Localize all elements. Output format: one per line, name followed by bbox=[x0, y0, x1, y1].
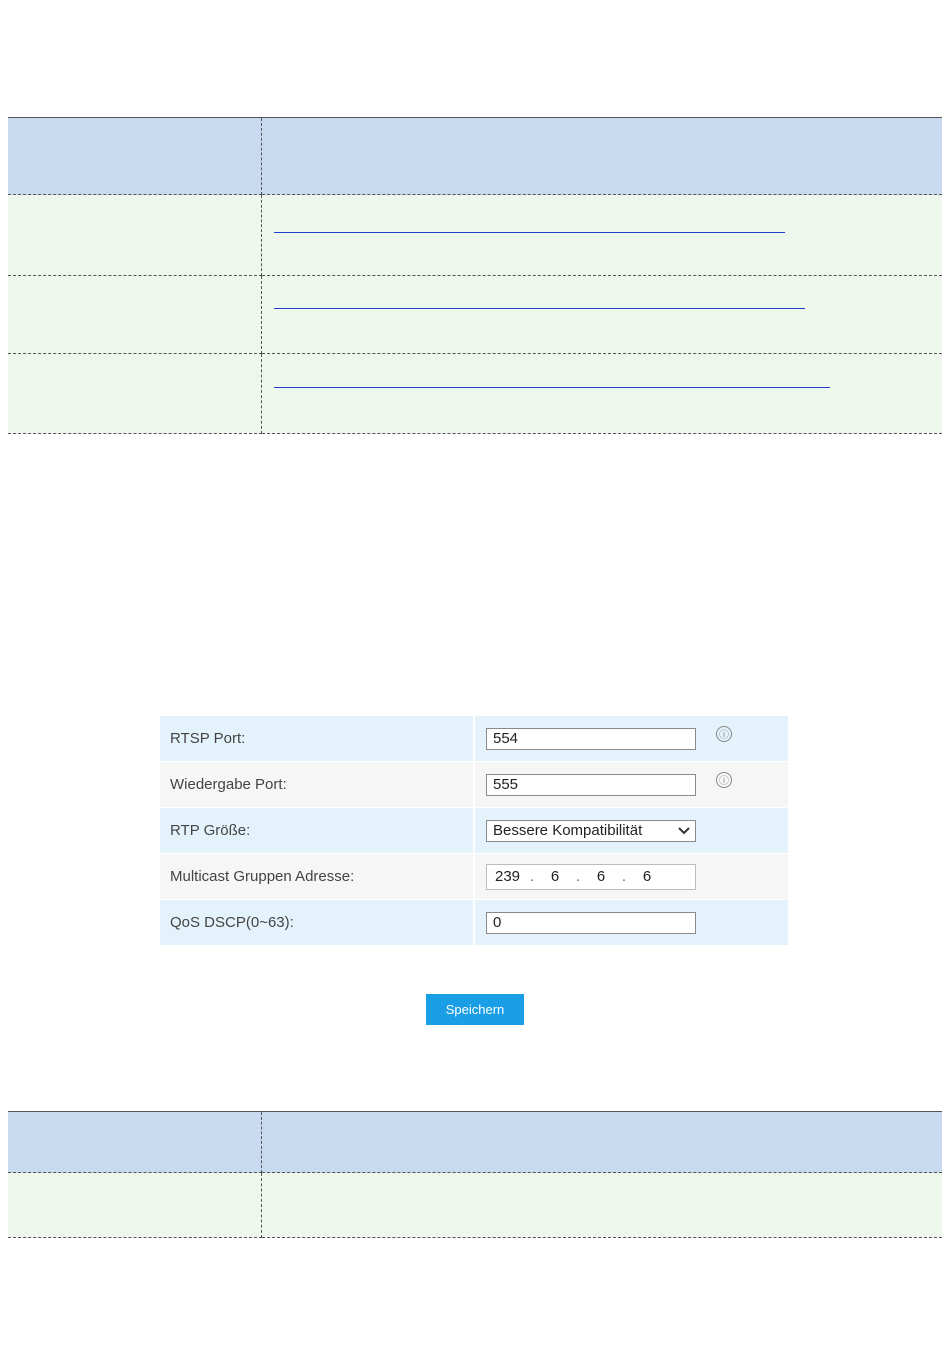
chevron-down-icon bbox=[677, 824, 691, 838]
table-cell bbox=[261, 276, 942, 354]
multicast-address-label: Multicast Gruppen Adresse: bbox=[160, 854, 473, 899]
playback-port-row bbox=[160, 762, 788, 807]
ip-octet-3[interactable]: 6 bbox=[596, 868, 606, 885]
table-cell bbox=[261, 1173, 942, 1238]
qos-dscp-row bbox=[160, 900, 788, 945]
table-cell bbox=[8, 1173, 261, 1238]
save-button[interactable]: Speichern bbox=[426, 994, 524, 1025]
header-cell-parameter bbox=[8, 1112, 261, 1173]
ip-octet-4[interactable]: 6 bbox=[642, 868, 652, 885]
table-row bbox=[8, 276, 942, 354]
ip-separator: . bbox=[621, 868, 627, 885]
rtp-size-selected-value: Bessere Kompatibilität bbox=[493, 822, 643, 839]
hyperlink[interactable] bbox=[274, 232, 785, 233]
table-cell bbox=[8, 354, 261, 434]
table-cell bbox=[261, 354, 942, 434]
parameter-table-bottom bbox=[8, 1111, 942, 1238]
hyperlink[interactable] bbox=[274, 308, 805, 309]
ip-separator: . bbox=[529, 868, 535, 885]
parameter-table-top bbox=[8, 117, 942, 434]
header-cell-parameter bbox=[8, 118, 261, 195]
ip-octet-1[interactable]: 239 bbox=[495, 868, 521, 885]
rtsp-settings-panel bbox=[160, 716, 788, 946]
multicast-ip-input[interactable] bbox=[486, 864, 696, 890]
rtp-size-row bbox=[160, 808, 788, 853]
table-cell bbox=[8, 195, 261, 276]
rtsp-port-label: RTSP Port: bbox=[160, 716, 473, 761]
hyperlink[interactable] bbox=[274, 387, 830, 388]
multicast-address-row bbox=[160, 854, 788, 899]
table-cell bbox=[8, 276, 261, 354]
header-cell-description bbox=[261, 1112, 942, 1173]
ip-separator: . bbox=[575, 868, 581, 885]
rtp-size-label: RTP Größe: bbox=[160, 808, 473, 853]
table-cell bbox=[261, 195, 942, 276]
rtsp-port-row bbox=[160, 716, 788, 761]
qos-dscp-label: QoS DSCP(0~63): bbox=[160, 900, 473, 945]
table-header-row bbox=[8, 118, 942, 195]
table-row bbox=[8, 195, 942, 276]
playback-port-label: Wiedergabe Port: bbox=[160, 762, 473, 807]
playback-port-input[interactable] bbox=[486, 774, 696, 796]
rtsp-port-input[interactable] bbox=[486, 728, 696, 750]
info-icon[interactable]: ⓘ bbox=[716, 772, 732, 788]
info-icon[interactable]: ⓘ bbox=[716, 726, 732, 742]
qos-dscp-input[interactable] bbox=[486, 912, 696, 934]
ip-octet-2[interactable]: 6 bbox=[550, 868, 560, 885]
table-header-row bbox=[8, 1112, 942, 1173]
header-cell-description bbox=[261, 118, 942, 195]
table-row bbox=[8, 354, 942, 434]
rtp-size-select[interactable] bbox=[486, 820, 696, 842]
table-row bbox=[8, 1173, 942, 1238]
